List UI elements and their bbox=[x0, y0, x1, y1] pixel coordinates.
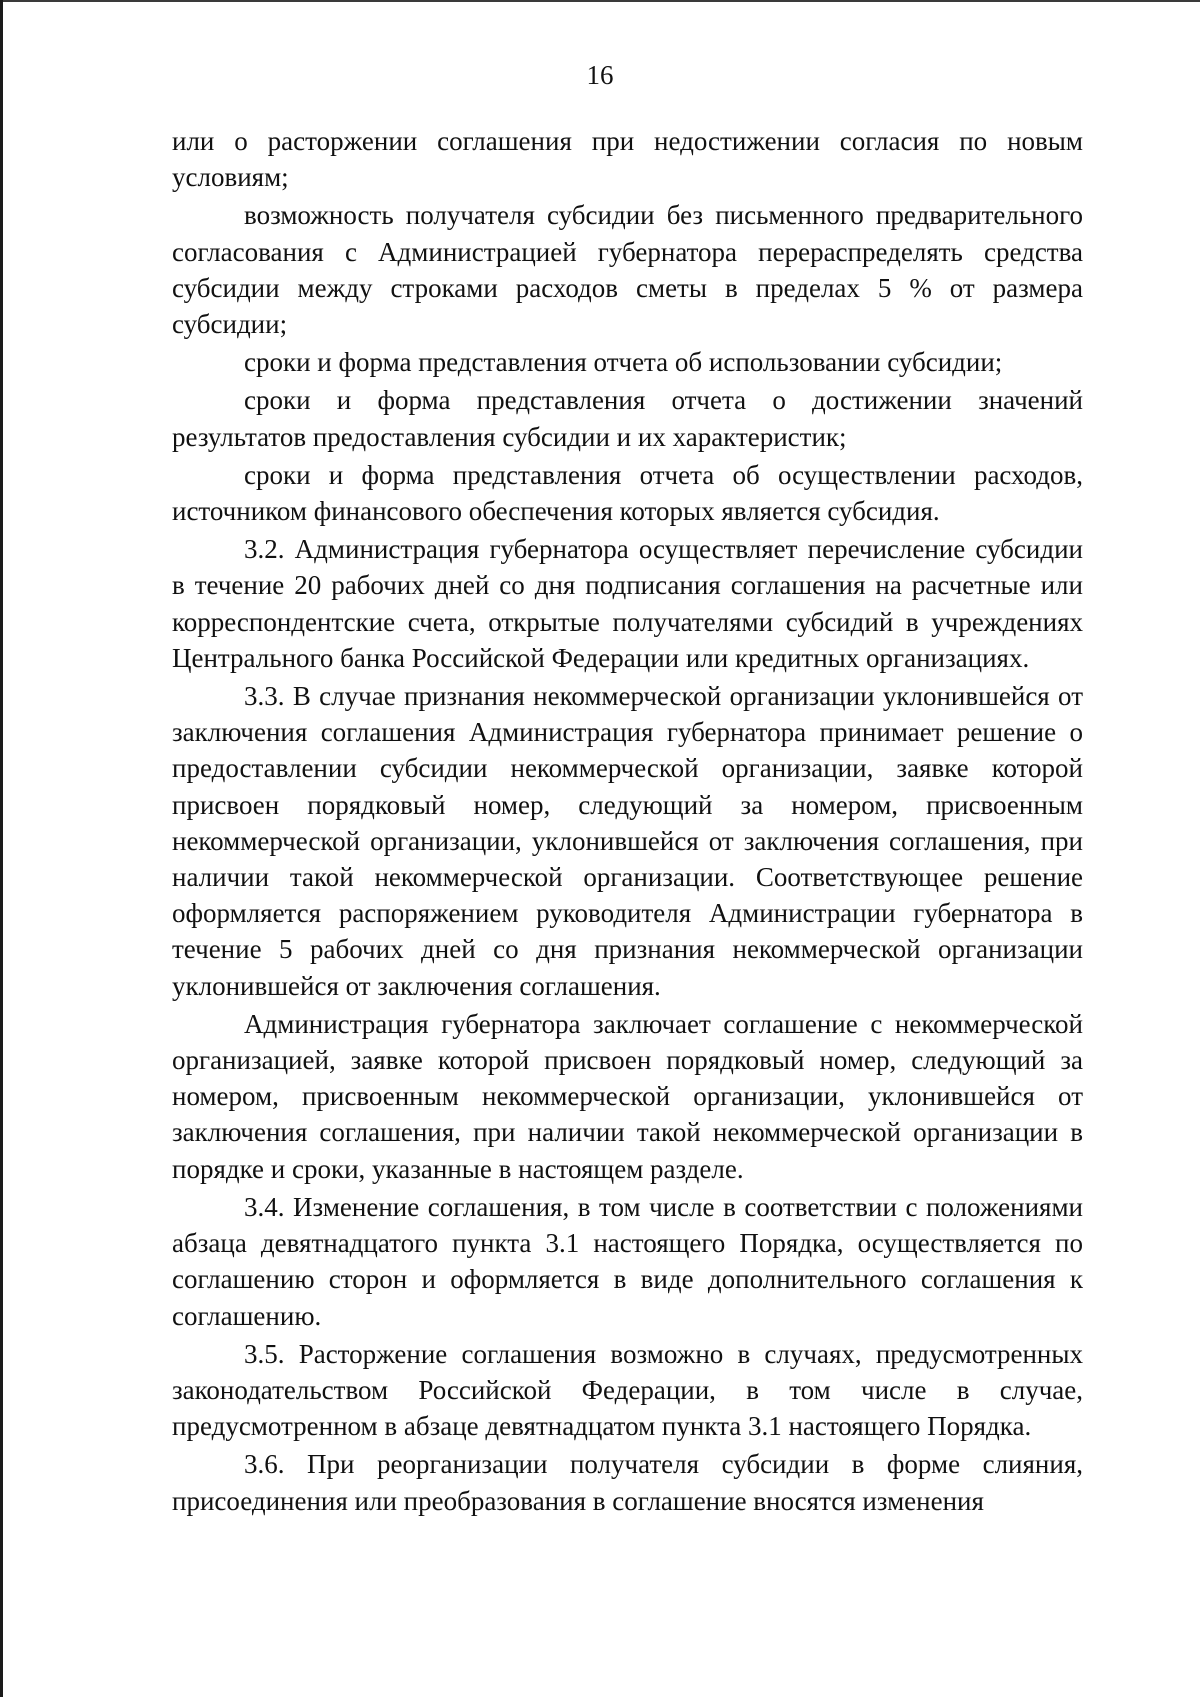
paragraph: 3.4. Изменение соглашения, в том числе в соответствии с положениями абзаца девятнадцатого пункта 3.1 настоящего Порядка, осуществляется по соглашению сторон и оформляется в виде дополнительного соглашения к соглашению. bbox=[172, 1191, 1083, 1331]
scan-edge-left bbox=[0, 0, 3, 1697]
paragraph: 3.3. В случае признания некоммерческой организации уклонившейся от заключения соглашения Администрация губернатора принимает решение о предоставлении субсидии некоммерческой организации, заявке которой присвоен порядковый номер, следующий за номером, присвоенным некоммерческой организации, уклонившейся от заключения соглашения, при наличии такой некоммерческой организации. Соответствующее решение оформляется распоряжением руководителя Администрации губернатора в течение 5 рабочих дней со дня признания некоммерческой организации уклонившейся от заключения соглашения. bbox=[172, 681, 1083, 1001]
paragraph: возможность получателя субсидии без письменного предварительного согласования с Администрацией губернатора перераспределять средства субсидии между строками расходов сметы в пределах 5 % от размера субсидии; bbox=[172, 200, 1083, 340]
paragraph: 3.2. Администрация губернатора осуществляет перечисление субсидии в течение 20 рабочих дней со дня подписания соглашения на расчетные или корреспондентские счета, открытые получателями субсидий в учреждениях Центрального банка Российской Федерации или кредитных организациях. bbox=[172, 534, 1083, 673]
paragraph: Администрация губернатора заключает соглашение с некоммерческой организацией, заявке которой присвоен порядковый номер, следующий за номером, присвоенным некоммерческой организации, уклонившейся от заключения соглашения, при наличии такой некоммерческой организации в порядке и сроки, указанные в настоящем разделе. bbox=[172, 1008, 1083, 1184]
document-body bbox=[172, 123, 1083, 1519]
scan-edge-top bbox=[0, 0, 1200, 2]
paragraph: сроки и форма представления отчета об осуществлении расходов, источником финансового обеспечения которых является субсидия. bbox=[172, 459, 1083, 527]
page-number: 16 bbox=[586, 60, 614, 90]
paragraph: или о расторжении соглашения при недостижении согласия по новым условиям; bbox=[172, 126, 1083, 193]
paragraph: сроки и форма представления отчета об использовании субсидии; bbox=[244, 347, 1003, 378]
paragraph: 3.6. При реорганизации получателя субсидии в форме слияния, присоединения или преобразования в соглашение вносятся изменения bbox=[172, 1449, 1083, 1516]
paragraph: сроки и форма представления отчета о достижении значений результатов предоставления субсидии и их характеристик; bbox=[172, 385, 1083, 452]
paragraph: 3.5. Расторжение соглашения возможно в случаях, предусмотренных законодательством Российской Федерации, в том числе в случае, предусмотренном в абзаце девятнадцатом пункта 3.1 настоящего Порядка. bbox=[172, 1338, 1083, 1442]
